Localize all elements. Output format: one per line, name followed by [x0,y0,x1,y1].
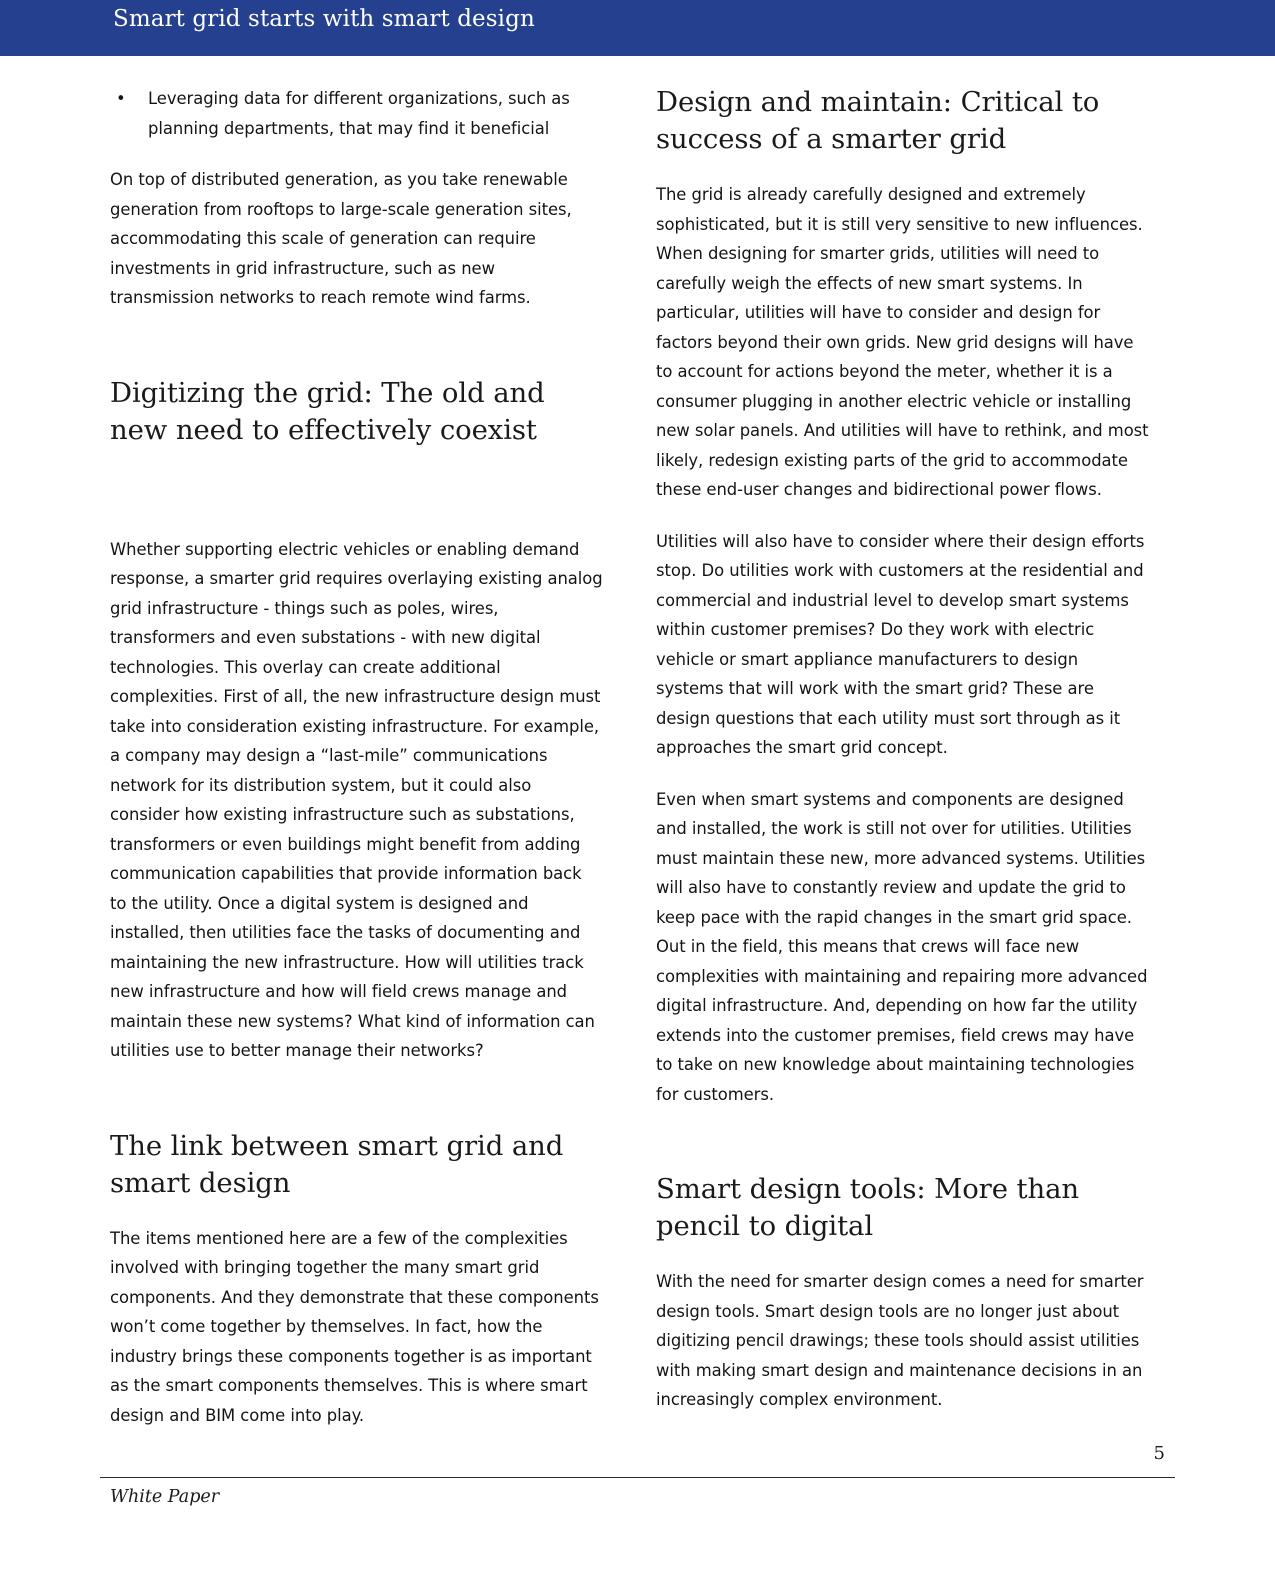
right-paragraph-2: Utilities will also have to consider where their design efforts stop. Do utilities work with customers at the residential and commercial and industrial level to develop smart systems within customer premises? Do they work with electric vehicle or smart appliance manufacturers to design systems that will work with the smart grid? These are design questions that each utility must sort through as it approaches the smart grid concept. [656,531,1145,757]
spacer [110,1202,603,1224]
left-heading-digitizing-the-grid: Digitizing the grid: The old and new need to effectively coexist [110,376,545,446]
spacer [656,158,1149,180]
right-paragraph-1: The grid is already carefully designed and extremely sophisticated, but it is still very sensitive to new influences. When designing for smarter grids, utilities will need to carefully weigh the effects of new smart systems. In particular, utilities will have to consider and design for factors beyond their own grids. New grid designs will have to account for actions beyond the meter, whether it is a consumer plugging in another electric vehicle or installing new solar panels. And utilities will have to rethink, and most likely, redesign existing parts of the grid to accommodate these end-user changes and bidirectional power flows. [656,185,1149,499]
page-content [0,56,1275,1594]
left-paragraph-1: On top of distributed generation, as you take renewable generation from rooftops to large-scale generation sites, accommodating this scale of generation can require investments in grid infrastructure, such as new transmission networks to reach remote wind farms. [110,170,572,307]
right-column [656,84,1149,1415]
spacer [110,143,603,165]
right-paragraph-3: Even when smart systems and components are designed and installed, the work is still not over for utilities. Utilities must maintain these new, more advanced systems. Utilities will also have to constantly review and update the grid to keep pace with the rapid changes in the smart grid space. Out in the field, this means that crews will face new complexities with maintaining and repairing more advanced digital infrastructure. And, depending on how far the utility extends into the customer premises, field crews may have to take on new knowledge about maintaining technologies for customers. [656,789,1148,1104]
spacer [656,1245,1149,1267]
bullet-marker-icon: • [116,89,126,108]
footer-divider [100,1477,1175,1478]
spacer [656,763,1149,785]
page-number: 5 [1153,1443,1165,1464]
left-paragraph-3: The items mentioned here are a few of the complexities involved with bringing together the many smart grid components. And they demonstrate that these components won’t come together by themselves. In fact, how the industry brings these components together is as important as the smart components themselves. This is where smart design and BIM come into play. [110,1228,599,1425]
right-paragraph-4: With the need for smarter design comes a need for smarter design tools. Smart design tools are no longer just about digitizing pencil drawings; these tools should assist utilities with making smart design and maintenance decisions in an increasingly complex environment. [656,1272,1144,1409]
bullet-list-item [110,84,603,143]
spacer [110,449,603,535]
left-heading-link-between-smart-grid: The link between smart grid and smart design [110,1129,564,1199]
spacer [656,505,1149,527]
spacer [110,1066,603,1128]
document-header-title: Smart grid starts with smart design [113,6,535,32]
footer-document-type-label: White Paper [110,1487,220,1507]
right-heading-smart-design-tools: Smart design tools: More than pencil to digital [656,1173,1080,1242]
right-heading-design-and-maintain: Design and maintain: Critical to success of a smarter grid [656,86,1100,155]
bullet-item-text: Leveraging data for different organizations, such as planning departments, that may find it beneficial [148,89,570,138]
left-column [110,84,603,1430]
spacer [656,1109,1149,1171]
header-banner [0,0,1275,56]
left-paragraph-2: Whether supporting electric vehicles or enabling demand response, a smarter grid requires overlaying existing analog grid infrastructure - things such as poles, wires, transformers and even substations - with new digital technologies. This overlay can create additional complexities. First of all, the new infrastructure design must take into consideration existing infrastructure. For example, a company may design a “last-mile” communications network for its distribution system, but it could also consider how existing infrastructure such as substations, transformers or even buildings might benefit from adding communication capabilities that provide information back to the utility. Once a digital system is designed and installed, then utilities face the tasks of documenting and maintaining the new infrastructure. How will utilities track new infrastructure and how will field crews manage and maintain these new systems? What kind of information can utilities use to better manage their networks? [110,539,603,1060]
spacer [110,313,603,375]
